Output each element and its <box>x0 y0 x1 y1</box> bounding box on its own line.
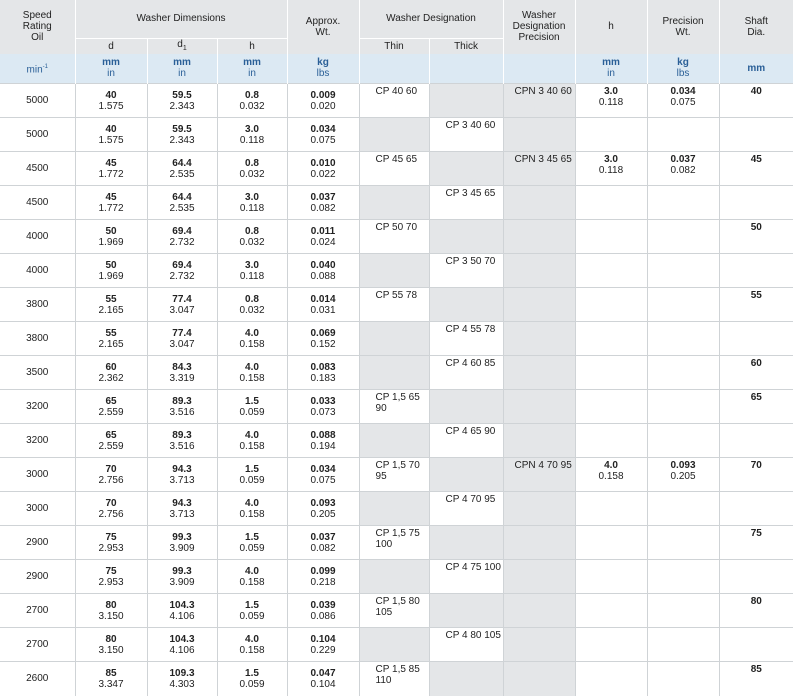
thick-cell: CP 4 55 78 <box>429 322 503 356</box>
shaft-cell <box>719 492 793 526</box>
d-cell: 65 2.559 <box>75 424 147 458</box>
shaft-cell: 70 <box>719 458 793 492</box>
precision-cell <box>503 594 575 628</box>
shaft-cell: 75 <box>719 526 793 560</box>
d-cell: 85 3.347 <box>75 662 147 696</box>
thick-cell <box>429 288 503 322</box>
thin-cell: CP 1,5 75 100 <box>359 526 429 560</box>
h-cell: 0.8 0.032 <box>217 152 287 186</box>
thin-cell <box>359 492 429 526</box>
d-cell: 45 1.772 <box>75 186 147 220</box>
unit-ph: mm in <box>575 54 647 84</box>
col-precision-wt-header: Precision Wt. <box>647 0 719 54</box>
unit-thick <box>429 54 503 84</box>
thin-cell <box>359 424 429 458</box>
thin-cell: CP 40 60 <box>359 84 429 118</box>
table-row <box>0 628 793 662</box>
table-row <box>0 356 793 390</box>
precision-cell <box>503 628 575 662</box>
speed-cell: 5000 <box>0 84 75 118</box>
thick-cell: CP 3 45 65 <box>429 186 503 220</box>
thin-cell: CP 45 65 <box>359 152 429 186</box>
shaft-cell <box>719 628 793 662</box>
speed-cell: 2900 <box>0 560 75 594</box>
d1-cell: 94.3 3.713 <box>147 458 217 492</box>
ph-cell <box>575 662 647 696</box>
precision-cell <box>503 526 575 560</box>
precision-cell <box>503 356 575 390</box>
d-cell: 40 1.575 <box>75 118 147 152</box>
table-row <box>0 390 793 424</box>
h-cell: 4.0 0.158 <box>217 560 287 594</box>
table-row <box>0 254 793 288</box>
thick-cell: CP 4 65 90 <box>429 424 503 458</box>
h-cell: 3.0 0.118 <box>217 186 287 220</box>
pwt-cell <box>647 424 719 458</box>
wt-cell: 0.037 0.082 <box>287 186 359 220</box>
table-row <box>0 84 793 118</box>
d-cell: 70 2.756 <box>75 492 147 526</box>
precision-cell <box>503 424 575 458</box>
thin-cell: CP 1,5 80 105 <box>359 594 429 628</box>
table-row <box>0 186 793 220</box>
thin-cell <box>359 322 429 356</box>
ph-cell: 4.0 0.158 <box>575 458 647 492</box>
table-row <box>0 424 793 458</box>
shaft-cell <box>719 560 793 594</box>
thin-cell <box>359 628 429 662</box>
precision-cell <box>503 254 575 288</box>
precision-cell: CPN 3 45 65 <box>503 152 575 186</box>
ph-cell <box>575 254 647 288</box>
pwt-cell <box>647 322 719 356</box>
pwt-cell <box>647 118 719 152</box>
pwt-cell: 0.037 0.082 <box>647 152 719 186</box>
units-row <box>0 54 793 84</box>
h-cell: 0.8 0.032 <box>217 220 287 254</box>
thick-cell <box>429 152 503 186</box>
speed-cell: 3000 <box>0 492 75 526</box>
col-d-header: d <box>75 38 147 54</box>
d-cell: 70 2.756 <box>75 458 147 492</box>
thick-cell <box>429 84 503 118</box>
precision-cell <box>503 662 575 696</box>
col-precision-h-header: h <box>575 0 647 54</box>
d-cell: 60 2.362 <box>75 356 147 390</box>
shaft-cell: 80 <box>719 594 793 628</box>
thin-cell <box>359 560 429 594</box>
precision-cell <box>503 390 575 424</box>
thin-cell <box>359 186 429 220</box>
shaft-cell <box>719 322 793 356</box>
precision-cell <box>503 220 575 254</box>
pwt-cell <box>647 186 719 220</box>
shaft-cell <box>719 424 793 458</box>
ph-cell: 3.0 0.118 <box>575 152 647 186</box>
ph-cell <box>575 424 647 458</box>
shaft-cell <box>719 118 793 152</box>
col-speed-header: Speed Rating Oil <box>0 0 75 54</box>
shaft-cell: 50 <box>719 220 793 254</box>
d1-cell: 84.3 3.319 <box>147 356 217 390</box>
thick-cell <box>429 458 503 492</box>
pwt-cell <box>647 288 719 322</box>
speed-cell: 4500 <box>0 152 75 186</box>
thick-cell: CP 4 70 95 <box>429 492 503 526</box>
d1-cell: 109.3 4.303 <box>147 662 217 696</box>
wt-cell: 0.093 0.205 <box>287 492 359 526</box>
h-cell: 0.8 0.032 <box>217 84 287 118</box>
shaft-cell: 45 <box>719 152 793 186</box>
h-cell: 3.0 0.118 <box>217 254 287 288</box>
d-cell: 55 2.165 <box>75 322 147 356</box>
thick-cell: CP 3 40 60 <box>429 118 503 152</box>
d1-cell: 69.4 2.732 <box>147 220 217 254</box>
ph-cell <box>575 220 647 254</box>
d1-cell: 104.3 4.106 <box>147 628 217 662</box>
ph-cell <box>575 186 647 220</box>
wt-cell: 0.099 0.218 <box>287 560 359 594</box>
ph-cell <box>575 594 647 628</box>
pwt-cell: 0.093 0.205 <box>647 458 719 492</box>
table-row <box>0 118 793 152</box>
thin-cell: CP 50 70 <box>359 220 429 254</box>
table-row <box>0 152 793 186</box>
d1-cell: 77.4 3.047 <box>147 322 217 356</box>
thin-cell: CP 1,5 85 110 <box>359 662 429 696</box>
thick-cell: CP 3 50 70 <box>429 254 503 288</box>
d-cell: 80 3.150 <box>75 594 147 628</box>
table-row <box>0 526 793 560</box>
pwt-cell <box>647 560 719 594</box>
col-thick-header: Thick <box>429 38 503 54</box>
h-cell: 3.0 0.118 <box>217 118 287 152</box>
d-cell: 75 2.953 <box>75 560 147 594</box>
d1-cell: 104.3 4.106 <box>147 594 217 628</box>
d1-cell: 94.3 3.713 <box>147 492 217 526</box>
d-cell: 45 1.772 <box>75 152 147 186</box>
thick-cell <box>429 594 503 628</box>
col-thin-header: Thin <box>359 38 429 54</box>
speed-cell: 4000 <box>0 254 75 288</box>
wt-cell: 0.104 0.229 <box>287 628 359 662</box>
thick-cell <box>429 390 503 424</box>
h-cell: 4.0 0.158 <box>217 356 287 390</box>
col-shaft-dia-header: Shaft Dia. <box>719 0 793 54</box>
d1-cell: 99.3 3.909 <box>147 526 217 560</box>
table-row <box>0 288 793 322</box>
ph-cell <box>575 288 647 322</box>
wt-cell: 0.088 0.194 <box>287 424 359 458</box>
wt-cell: 0.069 0.152 <box>287 322 359 356</box>
h-cell: 1.5 0.059 <box>217 526 287 560</box>
precision-cell: CPN 4 70 95 <box>503 458 575 492</box>
ph-cell <box>575 356 647 390</box>
col-approx-wt-header: Approx. Wt. <box>287 0 359 54</box>
shaft-cell <box>719 186 793 220</box>
wt-cell: 0.039 0.086 <box>287 594 359 628</box>
table-row <box>0 220 793 254</box>
thick-cell: CP 4 60 85 <box>429 356 503 390</box>
speed-cell: 5000 <box>0 118 75 152</box>
wt-cell: 0.034 0.075 <box>287 458 359 492</box>
col-designation-precision-header: Washer Designation Precision <box>503 0 575 54</box>
header-row <box>0 0 793 38</box>
h-cell: 1.5 0.059 <box>217 458 287 492</box>
table-row <box>0 458 793 492</box>
speed-cell: 2700 <box>0 594 75 628</box>
thick-cell: CP 4 75 100 <box>429 560 503 594</box>
speed-cell: 4000 <box>0 220 75 254</box>
shaft-cell <box>719 254 793 288</box>
wt-cell: 0.034 0.075 <box>287 118 359 152</box>
d1-cell: 59.5 2.343 <box>147 84 217 118</box>
wt-cell: 0.040 0.088 <box>287 254 359 288</box>
thin-cell: CP 1,5 65 90 <box>359 390 429 424</box>
speed-cell: 3800 <box>0 288 75 322</box>
table-row <box>0 322 793 356</box>
wt-cell: 0.047 0.104 <box>287 662 359 696</box>
col-washer-designation-header: Washer Designation <box>359 0 503 38</box>
d1-cell: 64.4 2.535 <box>147 152 217 186</box>
unit-wt: kg lbs <box>287 54 359 84</box>
h-cell: 1.5 0.059 <box>217 594 287 628</box>
wt-cell: 0.011 0.024 <box>287 220 359 254</box>
h-cell: 1.5 0.059 <box>217 662 287 696</box>
thin-cell <box>359 356 429 390</box>
col-h-header: h <box>217 38 287 54</box>
pwt-cell <box>647 254 719 288</box>
thin-cell: CP 55 78 <box>359 288 429 322</box>
unit-pwt: kg lbs <box>647 54 719 84</box>
thick-cell <box>429 220 503 254</box>
thick-cell <box>429 526 503 560</box>
shaft-cell: 85 <box>719 662 793 696</box>
speed-cell: 2700 <box>0 628 75 662</box>
pwt-cell <box>647 526 719 560</box>
pwt-cell <box>647 594 719 628</box>
h-cell: 4.0 0.158 <box>217 322 287 356</box>
unit-h: mm in <box>217 54 287 84</box>
d-cell: 50 1.969 <box>75 220 147 254</box>
speed-cell: 3800 <box>0 322 75 356</box>
d1-cell: 59.5 2.343 <box>147 118 217 152</box>
wt-cell: 0.009 0.020 <box>287 84 359 118</box>
precision-cell <box>503 186 575 220</box>
ph-cell <box>575 322 647 356</box>
unit-shaft: mm <box>719 54 793 84</box>
pwt-cell <box>647 220 719 254</box>
wt-cell: 0.010 0.022 <box>287 152 359 186</box>
speed-cell: 4500 <box>0 186 75 220</box>
speed-cell: 3500 <box>0 356 75 390</box>
ph-cell <box>575 526 647 560</box>
d1-cell: 89.3 3.516 <box>147 424 217 458</box>
unit-thin <box>359 54 429 84</box>
ph-cell <box>575 560 647 594</box>
speed-cell: 2900 <box>0 526 75 560</box>
table-row <box>0 560 793 594</box>
shaft-cell: 40 <box>719 84 793 118</box>
d-cell: 55 2.165 <box>75 288 147 322</box>
wt-cell: 0.037 0.082 <box>287 526 359 560</box>
thick-cell: CP 4 80 105 <box>429 628 503 662</box>
table-row <box>0 594 793 628</box>
ph-cell <box>575 628 647 662</box>
shaft-cell: 65 <box>719 390 793 424</box>
unit-speed: $\min^{-1}$ <box>0 54 75 84</box>
h-cell: 4.0 0.158 <box>217 424 287 458</box>
speed-cell: 3200 <box>0 390 75 424</box>
d1-cell: 99.3 3.909 <box>147 560 217 594</box>
ph-cell <box>575 492 647 526</box>
d1-cell: 69.4 2.732 <box>147 254 217 288</box>
h-cell: 4.0 0.158 <box>217 628 287 662</box>
ph-cell <box>575 118 647 152</box>
pwt-cell: 0.034 0.075 <box>647 84 719 118</box>
d1-cell: 89.3 3.516 <box>147 390 217 424</box>
wt-cell: 0.033 0.073 <box>287 390 359 424</box>
unit-precision <box>503 54 575 84</box>
pwt-cell <box>647 628 719 662</box>
d-cell: 50 1.969 <box>75 254 147 288</box>
thin-cell <box>359 118 429 152</box>
h-cell: 1.5 0.059 <box>217 390 287 424</box>
d-cell: 40 1.575 <box>75 84 147 118</box>
precision-cell <box>503 492 575 526</box>
shaft-cell: 60 <box>719 356 793 390</box>
col-d1-header: $d_1$ <box>147 38 217 54</box>
table-row <box>0 492 793 526</box>
pwt-cell <box>647 662 719 696</box>
wt-cell: 0.083 0.183 <box>287 356 359 390</box>
precision-cell: CPN 3 40 60 <box>503 84 575 118</box>
ph-cell <box>575 390 647 424</box>
h-cell: 4.0 0.158 <box>217 492 287 526</box>
h-cell: 0.8 0.032 <box>217 288 287 322</box>
speed-cell: 3200 <box>0 424 75 458</box>
precision-cell <box>503 118 575 152</box>
unit-d1: mm in <box>147 54 217 84</box>
d1-cell: 64.4 2.535 <box>147 186 217 220</box>
thick-cell <box>429 662 503 696</box>
pwt-cell <box>647 492 719 526</box>
precision-cell <box>503 560 575 594</box>
col-washer-dimensions-header: Washer Dimensions <box>75 0 287 38</box>
table-row <box>0 662 793 696</box>
pwt-cell <box>647 390 719 424</box>
precision-cell <box>503 322 575 356</box>
d-cell: 75 2.953 <box>75 526 147 560</box>
precision-cell <box>503 288 575 322</box>
thin-cell: CP 1,5 70 95 <box>359 458 429 492</box>
d-cell: 65 2.559 <box>75 390 147 424</box>
d1-cell: 77.4 3.047 <box>147 288 217 322</box>
d-cell: 80 3.150 <box>75 628 147 662</box>
pwt-cell <box>647 356 719 390</box>
thin-cell <box>359 254 429 288</box>
speed-cell: 2600 <box>0 662 75 696</box>
wt-cell: 0.014 0.031 <box>287 288 359 322</box>
ph-cell: 3.0 0.118 <box>575 84 647 118</box>
unit-d: mm in <box>75 54 147 84</box>
speed-cell: 3000 <box>0 458 75 492</box>
shaft-cell: 55 <box>719 288 793 322</box>
